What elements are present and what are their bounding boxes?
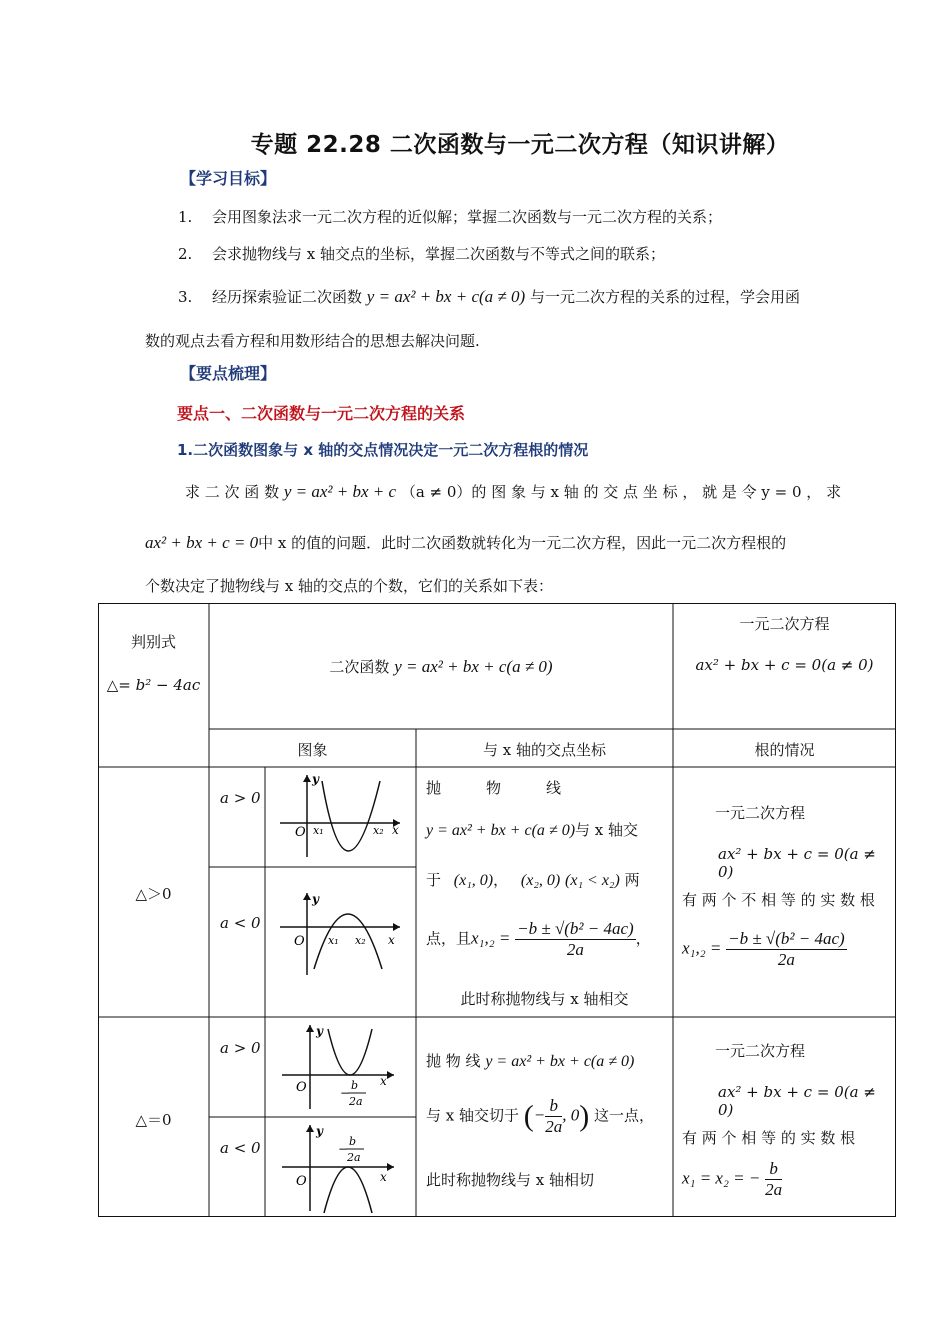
tangent-point-fraction: [545, 1096, 562, 1137]
para-text: 中 x 的值的问题．此时二次函数就转化为一元二次方程，因此一元二次方程根的: [258, 534, 787, 552]
origin-label: O: [296, 1080, 307, 1095]
x-label: x: [380, 1170, 387, 1184]
roots-eq-line3: 有 两 个 相 等 的 实 数 根: [682, 1129, 856, 1147]
minus-sign: −: [338, 1142, 349, 1156]
intersect-eq-line2: 与 x 轴交切于 (− $\frac{b}{2a}$ , 0) 这一点，: [426, 1096, 655, 1136]
fraction-numerator: −b ± √(b² − 4ac): [517, 919, 634, 938]
roots-lhs: x₁,₂ =: [471, 928, 511, 948]
intersect-text: 点，且: [426, 929, 472, 948]
func-header: [209, 656, 673, 677]
roots-gt-formula: [682, 929, 847, 970]
graph-down-tangent: [276, 1121, 406, 1215]
objective-3: [178, 287, 800, 307]
intersect-gt-line1: 抛 物 线: [426, 779, 562, 797]
objective-number: 3.: [178, 288, 193, 306]
x-arrow: [393, 923, 400, 931]
roots-fraction: [765, 1159, 782, 1200]
point-x1: (x₁, 0): [453, 872, 494, 889]
roots-eq-formula: [682, 1159, 782, 1200]
sub1-heading: 1.二次函数图象与 x 轴的交点情况决定一元二次方程根的情况: [177, 441, 589, 459]
paragraph-line-2: [145, 533, 786, 553]
parabola-curve: [324, 1167, 372, 1213]
objective-text: 会求抛物线与 x 轴交点的坐标，掌握二次函数与不等式之间的联系；: [212, 245, 665, 263]
fraction-numerator: b: [765, 1159, 782, 1180]
relationship-table: [98, 603, 896, 1217]
roots-eq-line2: ax² + bx + c = 0(a ≠ 0): [718, 1083, 876, 1119]
graph-col-header: 图象: [297, 741, 328, 759]
intersect-text: 与 x 轴交切于: [426, 1106, 519, 1125]
disc-zero: △＝0: [135, 1111, 172, 1129]
intersect-gt-line5: 此时称抛物线与 x 轴相交: [460, 990, 629, 1008]
x-label: x: [388, 933, 395, 947]
intersect-eq-line3: 此时称抛物线与 x 轴相切: [426, 1171, 594, 1189]
intersect-gt-line2: [426, 819, 638, 840]
intersect-gt-line4: 点，且x₁,₂ = $\frac{\text{−b ± √(b² − 4ac)}}{2a}$ ，: [426, 919, 651, 959]
para-formula: y = ax² + bx + c: [283, 482, 397, 501]
intersect-text: 与 x 轴交: [575, 821, 639, 839]
objective-1: [178, 207, 722, 227]
func-label: 二次函数: [329, 658, 390, 676]
disc-positive: △＞0: [135, 885, 172, 903]
origin-label: O: [296, 1174, 307, 1189]
fraction-denominator: 2a: [777, 950, 795, 969]
a-positive-label: a > 0: [220, 789, 261, 807]
fraction-numerator: −b ± √(b² − 4ac): [728, 929, 845, 948]
objective-number: 2.: [178, 245, 193, 263]
x-label: x: [380, 1074, 387, 1088]
a-negative-label: a < 0: [220, 914, 261, 932]
intersect-text: 这一点，: [594, 1106, 655, 1125]
y-arrow: [306, 1125, 314, 1132]
y-arrow: [303, 775, 311, 782]
y-arrow: [303, 893, 311, 900]
roots-lhs: x₁,₂ =: [682, 938, 722, 958]
roots-lhs: x₁ = x₂ = −: [682, 1168, 761, 1188]
disc-formula: △= b² − 4ac: [106, 676, 201, 694]
vertex-numerator: b: [351, 1079, 359, 1092]
graph-up-tangent: [276, 1021, 406, 1113]
minus-sign: −: [340, 1086, 351, 1100]
roots-gt-line2: ax² + bx + c = 0(a ≠ 0): [718, 845, 876, 881]
graph-up-two-roots: [276, 771, 406, 861]
vertex-denominator: 2a: [349, 1095, 363, 1108]
parabola-curve: [328, 1029, 372, 1075]
x1-label: x₁: [313, 824, 324, 837]
para-text: 求 二 次 函 数: [185, 483, 280, 501]
para-text: （a ≠ 0）的 图 象 与 x 轴 的 交 点 坐 标 ， 就 是 令 y = 0 ， 求: [400, 483, 842, 501]
a-negative-label: a < 0: [220, 1139, 261, 1157]
parabola-formula: y = ax² + bx + c(a ≠ 0): [485, 1053, 635, 1070]
point1-heading: 要点一、二次函数与一元二次方程的关系: [177, 404, 466, 423]
parabola-curve: [322, 781, 380, 851]
y-label: y: [316, 1124, 323, 1138]
objective-text: 经历探索验证二次函数: [212, 288, 363, 306]
intersect-text: 抛 物 线: [426, 1052, 481, 1070]
page-title: 专题 22.28 二次函数与一元二次方程（知识讲解）: [250, 132, 790, 158]
vertex-denominator: 2a: [347, 1151, 361, 1164]
intersect-col-header: 与 x 轴的交点坐标: [483, 741, 606, 759]
objective-2: [178, 244, 665, 264]
order-condition: (x₁ < x₂): [565, 872, 620, 889]
paragraph-line-3: 个数决定了抛物线与 x 轴的交点的个数，它们的关系如下表：: [145, 577, 553, 595]
origin-label: O: [294, 934, 305, 949]
paragraph-line-1: [185, 482, 855, 502]
objective-text: 会用图象法求一元二次方程的近似解；掌握二次函数与一元二次方程的关系；: [212, 208, 723, 226]
y-label: y: [312, 892, 319, 906]
intersect-eq-line1: [426, 1050, 634, 1071]
intersect-text: 两: [624, 871, 640, 889]
func-formula: y = ax² + bx + c(a ≠ 0): [394, 657, 553, 676]
x-arrow: [387, 1163, 394, 1171]
para-formula: ax² + bx + c = 0: [145, 533, 259, 552]
x2-label: x₂: [355, 934, 366, 947]
eq-formula: ax² + bx + c = 0(a ≠ 0): [695, 656, 874, 674]
x-label: x: [392, 823, 399, 837]
a-positive-label: a > 0: [220, 1039, 261, 1057]
y-label: y: [316, 1024, 323, 1038]
x1-label: x₁: [328, 934, 339, 947]
fraction-numerator: b: [545, 1096, 562, 1117]
origin-label: O: [295, 825, 306, 840]
y-label: y: [312, 772, 319, 786]
objectives-heading: 【学习目标】: [180, 169, 277, 188]
key-points-heading: 【要点梳理】: [180, 364, 277, 383]
objective-number: 1.: [178, 208, 193, 226]
intersect-gt-line3: 于 (x₁, 0)， (x₂, 0) (x₁ < x₂) 两: [426, 871, 640, 889]
fraction-denominator: 2a: [765, 1180, 783, 1199]
roots-eq-line1: 一元二次方程: [715, 1042, 806, 1060]
roots-col-header: 根的情况: [754, 741, 815, 759]
fraction-denominator: 2a: [566, 940, 584, 959]
x-arrow: [387, 1071, 394, 1079]
roots-fraction: [726, 929, 847, 970]
objective-3-continued: 数的观点去看方程和用数形结合的思想去解决问题.: [145, 332, 480, 350]
disc-label: 判别式: [130, 633, 176, 651]
fraction-denominator: 2a: [545, 1117, 563, 1136]
roots-fraction: [515, 919, 636, 960]
graph-down-two-roots: [276, 889, 406, 979]
point-x2: (x₂, 0): [520, 872, 561, 889]
intersect-text: 于: [426, 871, 442, 889]
roots-gt-line1: 一元二次方程: [715, 804, 806, 822]
function-formula: y = ax² + bx + c(a ≠ 0): [366, 287, 526, 306]
parabola-curve: [314, 914, 382, 969]
eq-label: 一元二次方程: [739, 615, 830, 633]
vertex-numerator: b: [349, 1135, 357, 1148]
objective-text: 与一元二次方程的关系的过程，学会用函: [529, 288, 800, 306]
y-arrow: [306, 1025, 314, 1032]
parabola-formula: y = ax² + bx + c(a ≠ 0): [426, 822, 576, 839]
roots-gt-line3: 有 两 个 不 相 等 的 实 数 根: [682, 891, 875, 909]
x2-label: x₂: [373, 824, 384, 837]
